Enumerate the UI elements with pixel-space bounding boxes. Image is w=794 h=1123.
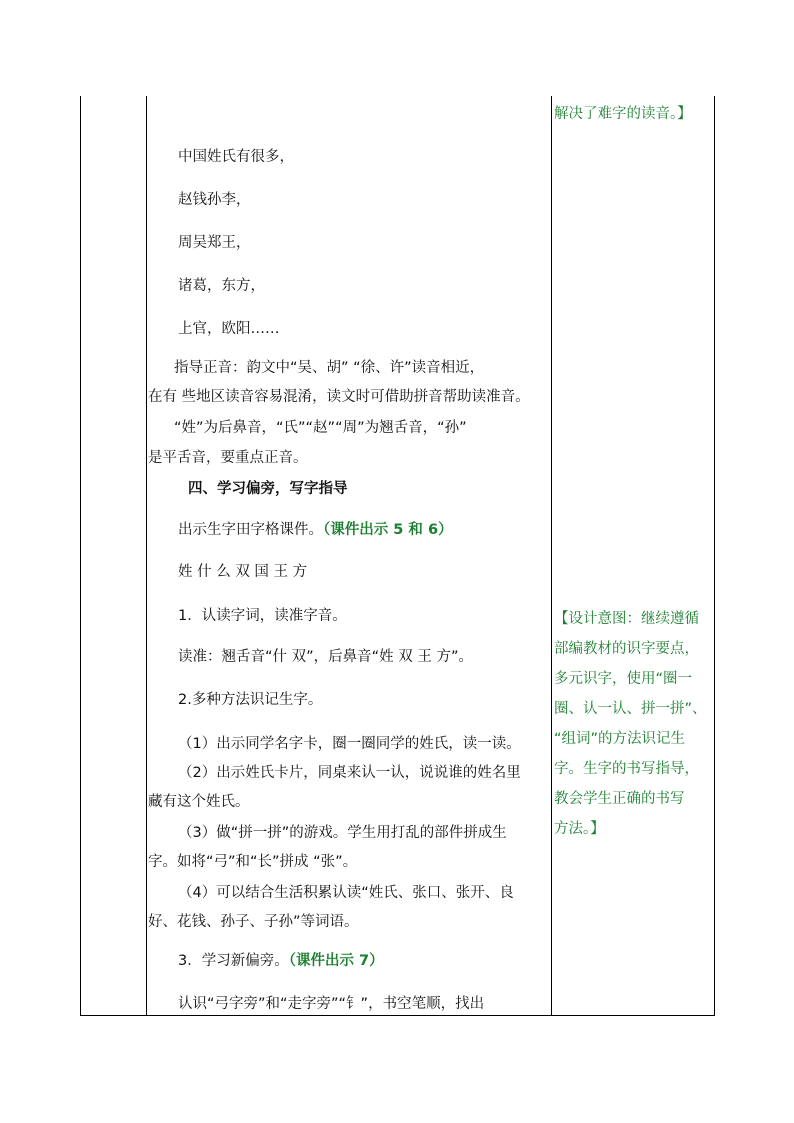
method-1: （1）出示同学名字卡，圈一圈同学的姓氏，读一读。: [178, 736, 521, 752]
radical-instruction: 认识“弓字旁”和“走字旁”“钅”，书空笔顺，找出: [178, 996, 485, 1012]
design-note-line: 多元识字，使用“圈一: [554, 671, 693, 687]
method-4-cont: 好、花钱、孙子、子孙”等词语。: [148, 914, 359, 930]
note-top: 解决了难字的读音。】: [554, 106, 692, 122]
method-3: （3）做“拼一拼”的游戏。学生用打乱的部件拼成生: [178, 825, 507, 841]
table-column-divider-2: [551, 96, 552, 1016]
step-3-text: 3．学习新偏旁。: [178, 953, 289, 969]
method-4: （4）可以结合生活积累认读“姓氏、张口、张开、良: [178, 885, 514, 901]
method-2-cont: 藏有这个姓氏。: [148, 794, 250, 810]
courseware-instruction: [178, 520, 453, 540]
step-1-detail: 读准：翘舌音“什 双”，后鼻音“姓 双 王 方”。: [178, 649, 473, 665]
poem-line: 上官，欧阳……: [178, 321, 280, 337]
design-note-line: 部编教材的识字要点，: [554, 641, 699, 657]
pronunciation-guide: 在有 些地区读音容易混淆，读文时可借助拼音帮助读准音。: [148, 389, 530, 405]
poem-line: 赵钱孙李，: [178, 192, 251, 208]
design-note-line: 教会学生正确的书写: [554, 791, 685, 807]
design-note-line: 【设计意图：继续遵循: [554, 611, 699, 627]
table-border-right: [714, 96, 715, 1016]
design-note-line: 字。生字的书写指导，: [554, 761, 699, 777]
method-2: （2）出示姓氏卡片，同桌来认一认，说说谁的姓名里: [178, 765, 521, 781]
courseware-highlight: （课件出示 7）: [288, 953, 384, 969]
design-note-line: “组词”的方法识记生: [554, 731, 686, 747]
poem-line: 中国姓氏有很多，: [178, 149, 294, 165]
poem-line: 诸葛，东方，: [178, 278, 265, 294]
pronunciation-guide: 指导正音：韵文中“吴、胡” “徐、许”读音相近，: [174, 360, 485, 376]
design-note-line: 圈、认一认、拼一拼”、: [554, 701, 707, 717]
step-2: 2.多种方法识记生字。: [178, 692, 323, 708]
instruction-text: 出示生字田字格课件。: [178, 522, 323, 538]
poem-line: 周吴郑王，: [178, 235, 251, 251]
pronunciation-guide: “姓”为后鼻音，“氏”“赵”“周”为翘舌音，“孙”: [174, 420, 467, 436]
step-3: [178, 951, 384, 971]
courseware-highlight: （课件出示 5 和 6）: [323, 522, 453, 538]
method-3-cont: 字。如将“弓”和“长”拼成 “张”。: [148, 854, 358, 870]
step-1: 1．认读字词，读准字音。: [178, 608, 347, 624]
table-border-bottom: [80, 1015, 715, 1016]
character-list: 姓 什 么 双 国 王 方: [178, 564, 308, 580]
section-heading: 四、学习偏旁，写字指导: [188, 481, 348, 497]
table-column-divider-1: [146, 96, 147, 1016]
design-note-line: 方法。】: [554, 821, 605, 837]
table-border-left: [80, 96, 81, 1016]
pronunciation-guide: 是平舌音，要重点正音。: [148, 450, 308, 466]
